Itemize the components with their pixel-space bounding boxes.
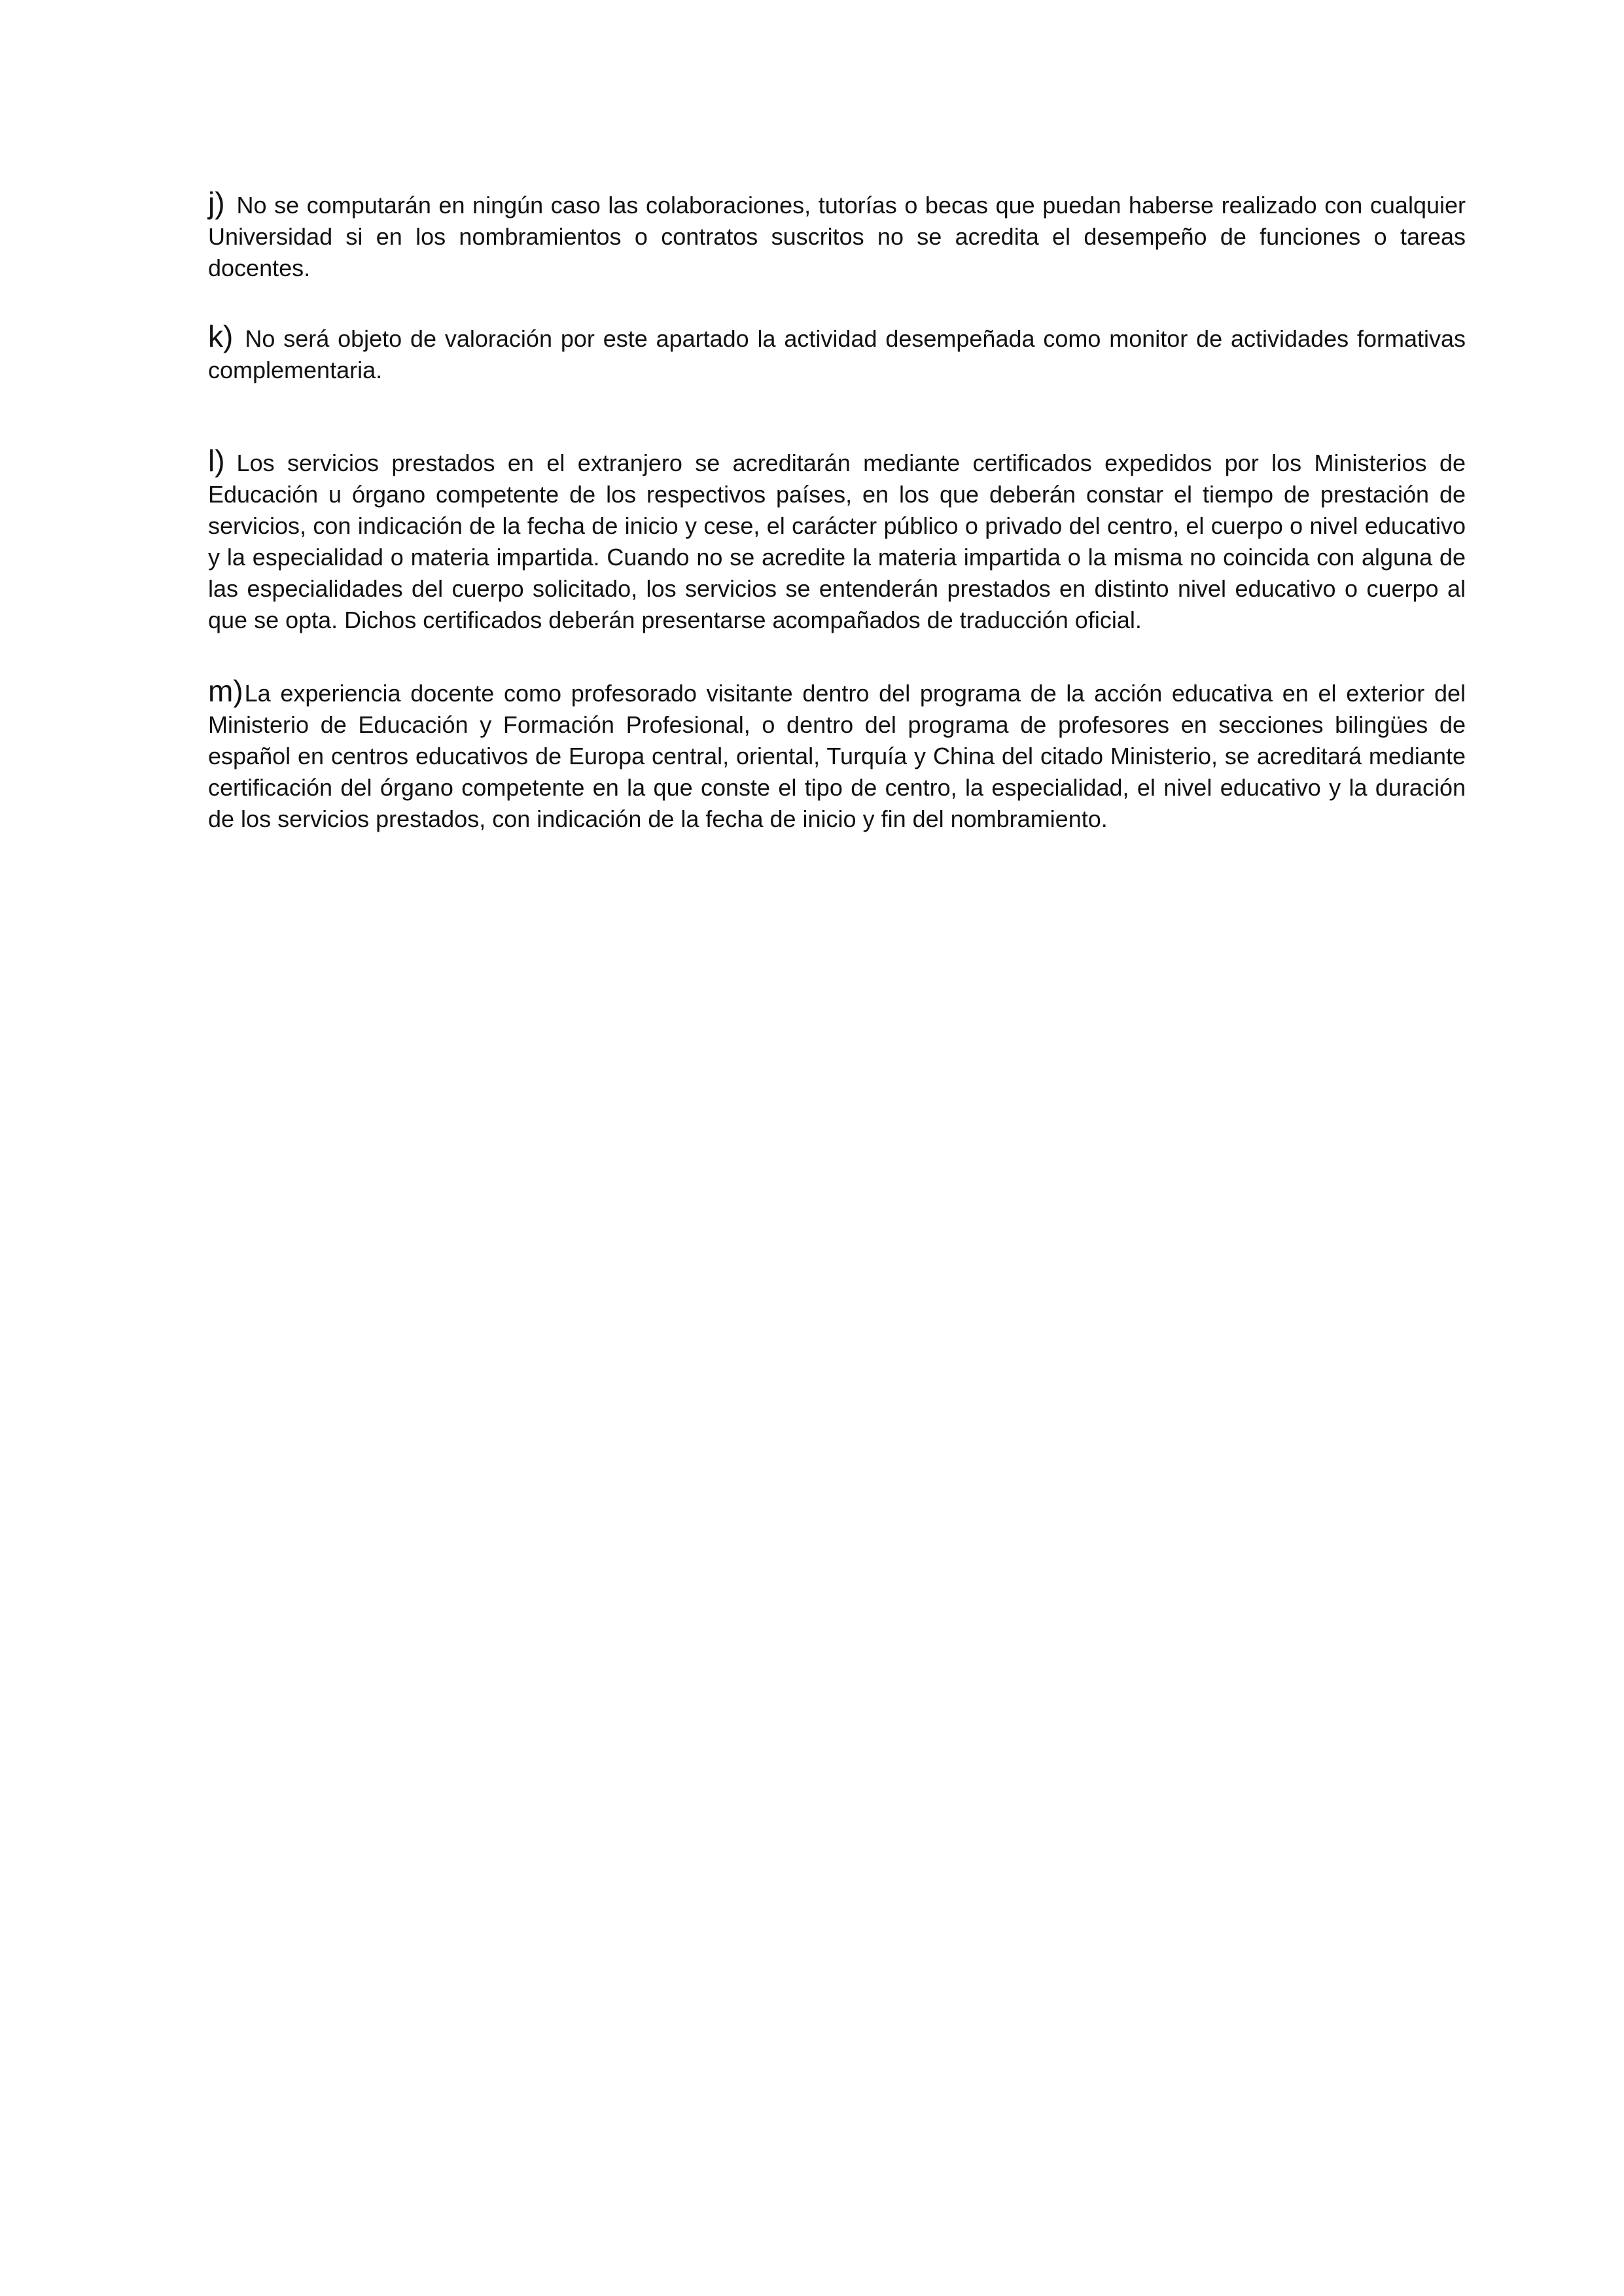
paragraph-j [208, 187, 1466, 284]
paragraph-marker: j) [208, 186, 225, 220]
paragraph-l [208, 445, 1466, 636]
paragraph-text: La experiencia docente como profesorado visitante dentro del programa de la acción educativa en el exterior del Ministerio de Educación y Formación Profesional, o dentro del programa de profesores en secciones bilingües de español en centros educativos de Europa central, oriental, Turquía y China del citado Ministerio, se acreditará mediante certificación del órgano competente en la que conste el tipo de centro, la especialidad, el nivel educativo y la duración de los servicios prestados, con indicación de la fecha de inicio y fin del nombramiento. [208, 680, 1466, 832]
paragraph-k [208, 321, 1466, 386]
paragraph-marker: k) [208, 319, 234, 353]
paragraph-marker: l) [208, 444, 225, 478]
paragraph-m [208, 675, 1466, 835]
paragraph-marker: m) [208, 674, 243, 708]
paragraph-text: Los servicios prestados en el extranjero se acreditarán mediante certificados expedidos por los Ministerios de Educación u órgano competente de los respectivos países, en los que deberán constar el tiempo de prestación de servicios, con indicación de la fecha de inicio y cese, el carácter público o privado del centro, el cuerpo o nivel educativo y la especialidad o materia impartida. Cuando no se acredite la materia impartida o la misma no coincida con alguna de las especialidades del cuerpo solicitado, los servicios se entenderán prestados en distinto nivel educativo o cuerpo al que se opta. Dichos certificados deberán presentarse acompañados de traducción oficial. [208, 450, 1466, 633]
document-body [208, 187, 1466, 872]
paragraph-text: No se computarán en ningún caso las colaboraciones, tutorías o becas que puedan haberse realizado con cualquier Universidad si en los nombramientos o contratos suscritos no se acredita el desempeño de funciones o tareas docentes. [208, 192, 1466, 281]
paragraph-text: No será objeto de valoración por este apartado la actividad desempeñada como monitor de actividades formativas complementaria. [208, 325, 1466, 383]
